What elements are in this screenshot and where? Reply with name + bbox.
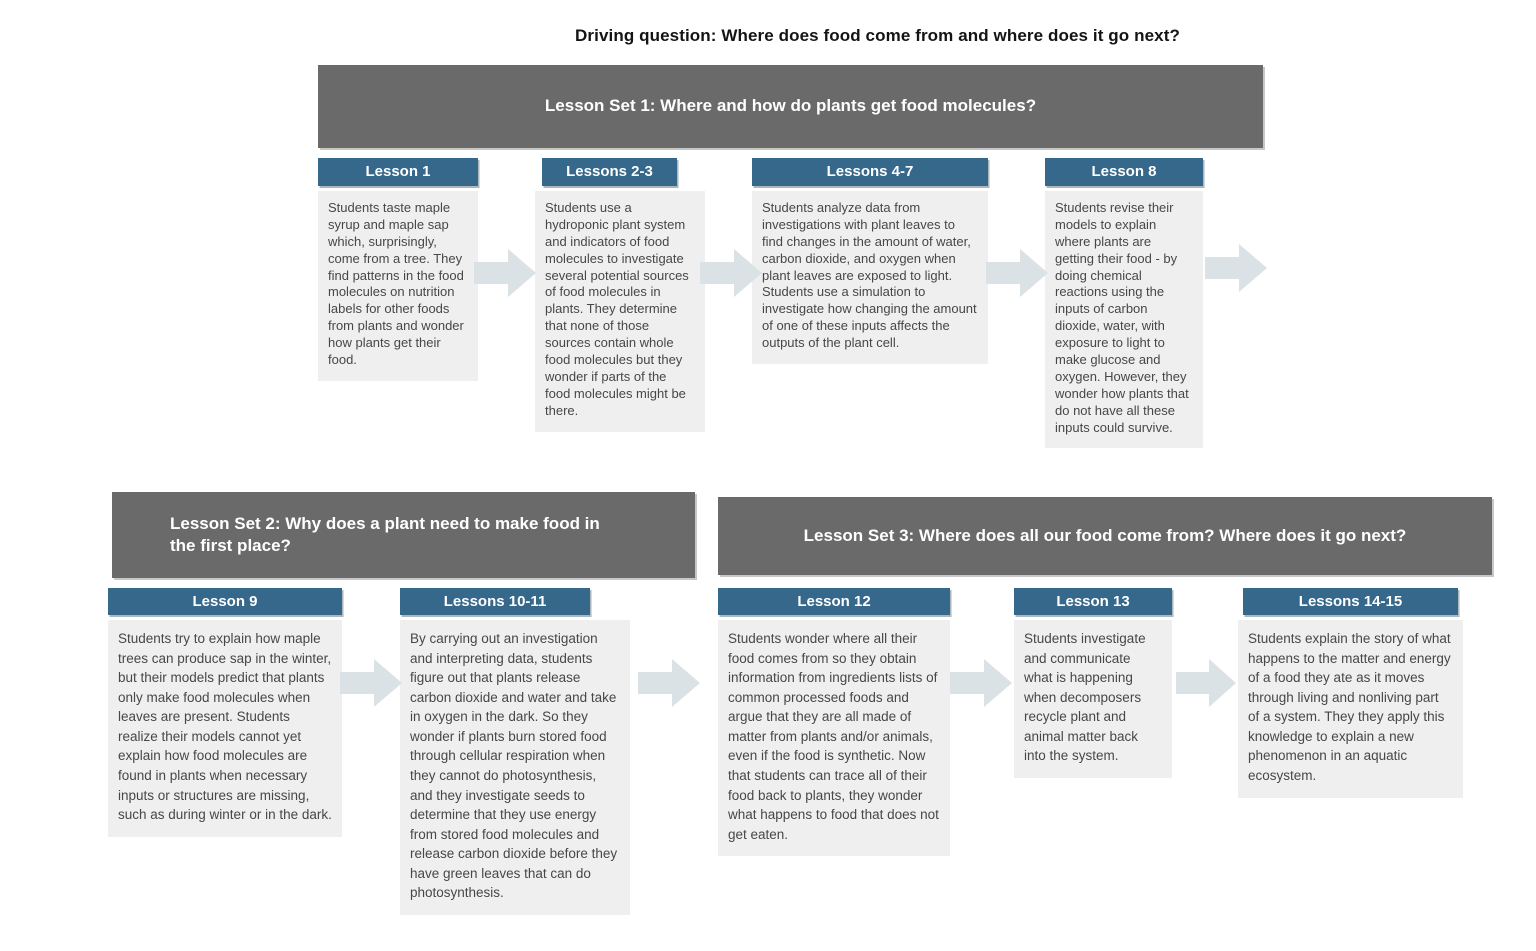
card-lessons-2-3 (535, 158, 705, 432)
card-lesson-9 (108, 588, 342, 837)
lessons-4-7-title: Lessons 4-7 (752, 158, 988, 186)
flow-arrow-icon (638, 655, 700, 711)
flow-arrow-icon (950, 655, 1012, 711)
lesson-8-description: Students revise their models to explain where plants are getting their food - by doing chemical reactions using the inputs of carbon dioxide, water, with exposure to light to make glucose and oxygen. However, they wonder how plants that do not have all these inputs could survive. (1045, 191, 1203, 448)
card-lesson-13 (1014, 588, 1172, 778)
card-lessons-10-11 (400, 588, 630, 915)
lessons-2-3-title: Lessons 2-3 (542, 158, 677, 186)
lesson-9-description: Students try to explain how maple trees can produce sap in the winter, but their models predict that plants only make food molecules when leaves are present. Students realize their models cannot yet explain how food molecules are found in plants when necessary inputs or structures are missing, such as during winter or in the dark. (108, 620, 342, 837)
flow-arrow-icon (474, 245, 536, 301)
flow-arrow-icon (340, 655, 402, 711)
lesson-13-title: Lesson 13 (1014, 588, 1172, 615)
flow-arrow-icon (1176, 655, 1236, 711)
lesson-9-title: Lesson 9 (108, 588, 342, 615)
lesson-set-2-title: Lesson Set 2: Why does a plant need to make food in the first place? (170, 513, 600, 555)
lesson-set-1-title: Lesson Set 1: Where and how do plants get food molecules? (544, 96, 1037, 116)
lesson-8-title: Lesson 8 (1045, 158, 1203, 186)
lessons-4-7-description: Students analyze data from investigations with plant leaves to find changes in the amount of water, carbon dioxide, and oxygen when plant leaves are exposed to light. Students use a simulation to investigate how changing the amount of one of these inputs affects the outputs of the plant cell. (752, 191, 988, 364)
lesson-12-description: Students wonder where all their food comes from so they obtain information from ingredients lists of common processed foods and argue that they are all made of matter from plants and/or animals, even if the food is synthetic. Now that students can trace all of their food back to plants, they wonder what happens to food that does not get eaten. (718, 620, 950, 856)
flow-arrow-icon (1205, 240, 1267, 296)
lesson-1-title: Lesson 1 (318, 158, 478, 186)
card-lesson-12 (718, 588, 950, 856)
lesson-set-1-header (318, 65, 1263, 148)
lessons-2-3-description: Students use a hydroponic plant system and indicators of food molecules to investigate several potential sources of food molecules in plants. They determine that none of those sources contain whole food molecules but they wonder if parts of the food molecules might be there. (535, 191, 705, 432)
lesson-12-title: Lesson 12 (718, 588, 950, 615)
lessons-14-15-description: Students explain the story of what happens to the matter and energy of a food they ate as it moves through living and nonliving part of a system. They they apply this knowledge to explain a new phenomenon in an aquatic ecosystem. (1238, 620, 1463, 798)
driving-question-title: Driving question: Where does food come from and where does it go next? (575, 26, 1180, 45)
lesson-1-description: Students taste maple syrup and maple sap which, surprisingly, come from a tree. They find patterns in the food molecules on nutrition labels for other foods from plants and wonder how plants get their food. (318, 191, 478, 381)
flow-arrow-icon (986, 245, 1048, 301)
lessons-10-11-title: Lessons 10-11 (400, 588, 590, 615)
flow-arrow-icon (700, 245, 762, 301)
card-lessons-4-7 (752, 158, 988, 364)
lessons-14-15-title: Lessons 14-15 (1243, 588, 1458, 615)
lessons-10-11-description: By carrying out an investigation and interpreting data, students figure out that plants release carbon dioxide and water and take in oxygen in the dark. So they wonder if plants burn stored food through cellular respiration when they cannot do photosynthesis, and they investigate seeds to determine that they use energy from stored food molecules and release carbon dioxide before they have green leaves that can do photosynthesis. (400, 620, 630, 915)
lesson-set-2-header (112, 492, 695, 578)
lesson-set-3-title: Lesson Set 3: Where does all our food come from? Where does it go next? (803, 525, 1407, 545)
lesson-set-3-header (718, 497, 1492, 575)
card-lesson-8 (1045, 158, 1203, 448)
lesson-13-description: Students investigate and communicate what is happening when decomposers recycle plant and animal matter back into the system. (1014, 620, 1172, 778)
card-lessons-14-15 (1238, 588, 1463, 798)
card-lesson-1 (318, 158, 478, 381)
